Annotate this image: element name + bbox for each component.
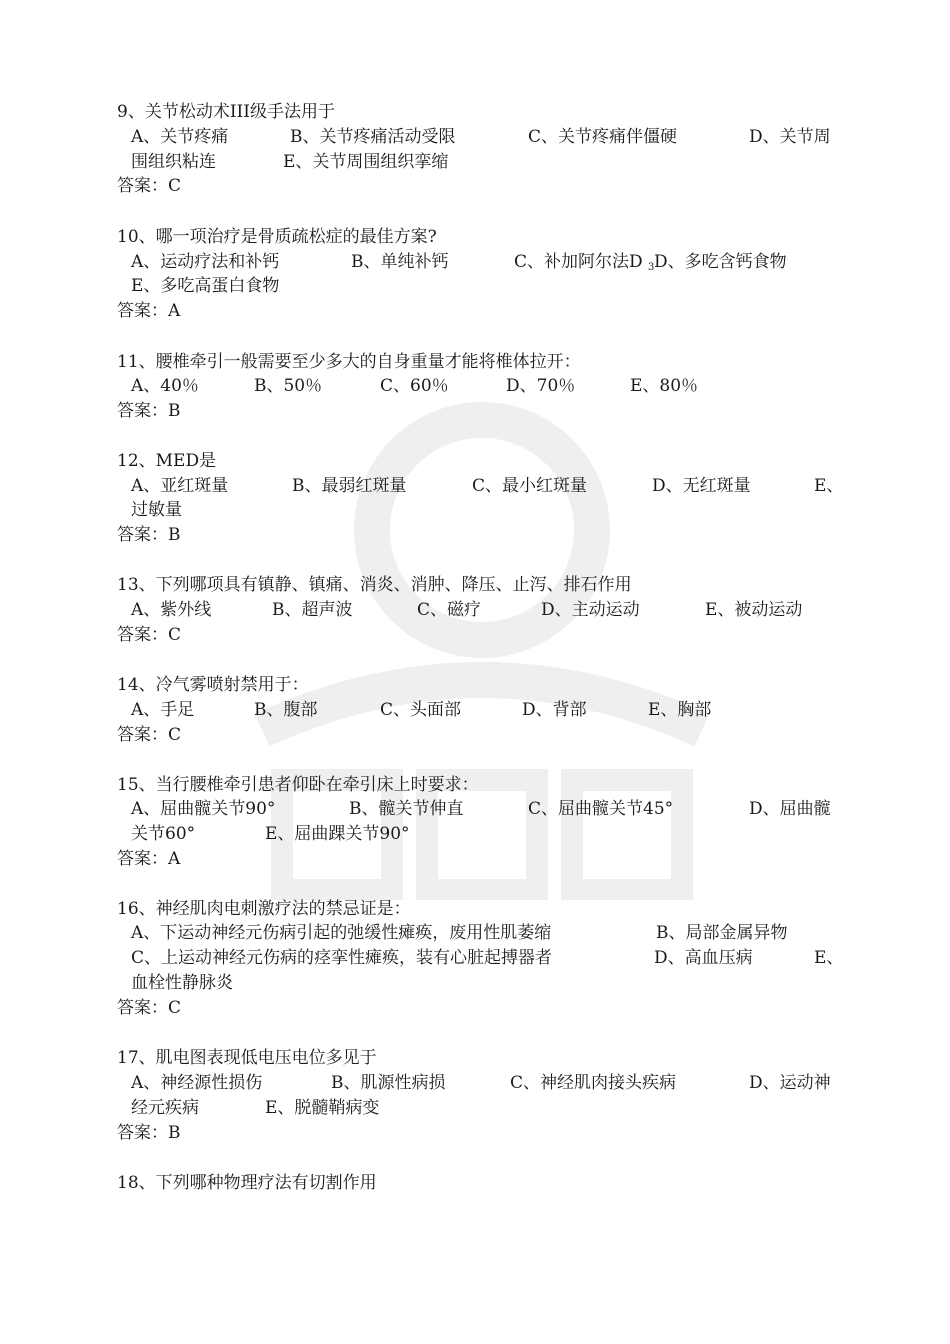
option-text: E、80％ bbox=[630, 376, 699, 396]
option-text: C、60％ bbox=[380, 376, 449, 396]
option-text: E、被动运动 bbox=[705, 600, 803, 620]
option-text: A、40％ bbox=[131, 376, 199, 396]
option-text: 血栓性静脉炎 bbox=[131, 973, 233, 993]
option-text: A、屈曲髋关节90° bbox=[131, 799, 276, 819]
option-text: A、关节疼痛 bbox=[131, 127, 229, 147]
option-text: A、神经源性损伤 bbox=[131, 1073, 263, 1093]
option-text: 经元疾病 bbox=[131, 1098, 199, 1118]
option-text: B、超声波 bbox=[272, 600, 353, 620]
option-text: C、磁疗 bbox=[417, 600, 482, 620]
option-text: C、上运动神经元伤病的痉挛性瘫痪，装有心脏起搏器者 bbox=[131, 948, 553, 968]
option-text: B、髋关节伸直 bbox=[349, 799, 464, 819]
option-text: D、屈曲髋 bbox=[749, 799, 831, 819]
answer-text: 答案：C bbox=[117, 625, 182, 645]
option-text: A、亚红斑量 bbox=[131, 476, 229, 496]
option-text: 关节60° bbox=[131, 824, 196, 844]
option-text: D、关节周 bbox=[749, 127, 831, 147]
question-text: 12、MED是 bbox=[117, 451, 217, 471]
option-text: B、局部金属异物 bbox=[656, 923, 788, 943]
option-text: D、背部 bbox=[522, 700, 587, 720]
answer-text: 答案：B bbox=[117, 401, 181, 421]
option-text: C、最小红斑量 bbox=[472, 476, 588, 496]
question-text: 13、下列哪项具有镇静、镇痛、消炎、消肿、降压、止泻、排石作用 bbox=[117, 575, 632, 595]
option-text: C、屈曲髋关节45° bbox=[528, 799, 674, 819]
option-text: E、多吃高蛋白食物 bbox=[131, 276, 280, 296]
option-text: A、手足 bbox=[131, 700, 195, 720]
option-text: B、50％ bbox=[254, 376, 323, 396]
option-text: A、运动疗法和补钙 bbox=[131, 252, 280, 272]
option-text: C、神经肌肉接头疾病 bbox=[510, 1073, 677, 1093]
answer-text: 答案：C bbox=[117, 725, 182, 745]
option-text: E、 bbox=[814, 476, 844, 496]
option-text: B、腹部 bbox=[254, 700, 318, 720]
option-text: D、70％ bbox=[506, 376, 576, 396]
question-text: 16、神经肌肉电刺激疗法的禁忌证是： bbox=[117, 899, 411, 919]
option-text: C、补加阿尔法D bbox=[514, 252, 643, 272]
option-text: E、脱髓鞘病变 bbox=[265, 1098, 380, 1118]
option-text: B、肌源性病损 bbox=[331, 1073, 446, 1093]
answer-text: 答案：C bbox=[117, 176, 182, 196]
option-text: B、最弱红斑量 bbox=[292, 476, 407, 496]
option-text: D、多吃含钙食物 bbox=[654, 252, 787, 272]
option-text: C、头面部 bbox=[380, 700, 462, 720]
option-text: E、关节周围组织挛缩 bbox=[283, 152, 449, 172]
option-text: E、胸部 bbox=[648, 700, 712, 720]
option-text: A、紫外线 bbox=[131, 600, 212, 620]
answer-text: 答案：B bbox=[117, 525, 181, 545]
option-text: C、关节疼痛伴僵硬 bbox=[528, 127, 678, 147]
answer-text: 答案：C bbox=[117, 998, 182, 1018]
answer-text: 答案：B bbox=[117, 1123, 181, 1143]
option-text: A、下运动神经元伤病引起的弛缓性瘫痪，废用性肌萎缩 bbox=[131, 923, 552, 943]
subscript-text: 3 bbox=[648, 262, 655, 273]
option-text: E、屈曲踝关节90° bbox=[265, 824, 410, 844]
option-text: B、单纯补钙 bbox=[351, 252, 449, 272]
question-text: 18、下列哪种物理疗法有切割作用 bbox=[117, 1173, 377, 1193]
option-text: D、主动运动 bbox=[541, 600, 640, 620]
option-text: D、无红斑量 bbox=[652, 476, 751, 496]
question-text: 15、当行腰椎牵引患者仰卧在牵引床上时要求： bbox=[117, 775, 479, 795]
answer-text: 答案：A bbox=[117, 301, 181, 321]
question-text: 17、肌电图表现低电压电位多见于 bbox=[117, 1048, 377, 1068]
question-text: 9、关节松动术III级手法用于 bbox=[117, 102, 335, 122]
option-text: D、高血压病 bbox=[654, 948, 753, 968]
question-text: 11、腰椎牵引一般需要至少多大的自身重量才能将椎体拉开： bbox=[117, 352, 581, 372]
question-text: 10、哪一项治疗是骨质疏松症的最佳方案? bbox=[117, 227, 437, 247]
option-text: 围组织粘连 bbox=[131, 152, 216, 172]
option-text: B、关节疼痛活动受限 bbox=[290, 127, 456, 147]
option-text: D、运动神 bbox=[749, 1073, 831, 1093]
option-text: 过敏量 bbox=[131, 500, 182, 520]
question-text: 14、冷气雾喷射禁用于： bbox=[117, 675, 309, 695]
option-text: E、 bbox=[814, 948, 844, 968]
answer-text: 答案：A bbox=[117, 849, 181, 869]
